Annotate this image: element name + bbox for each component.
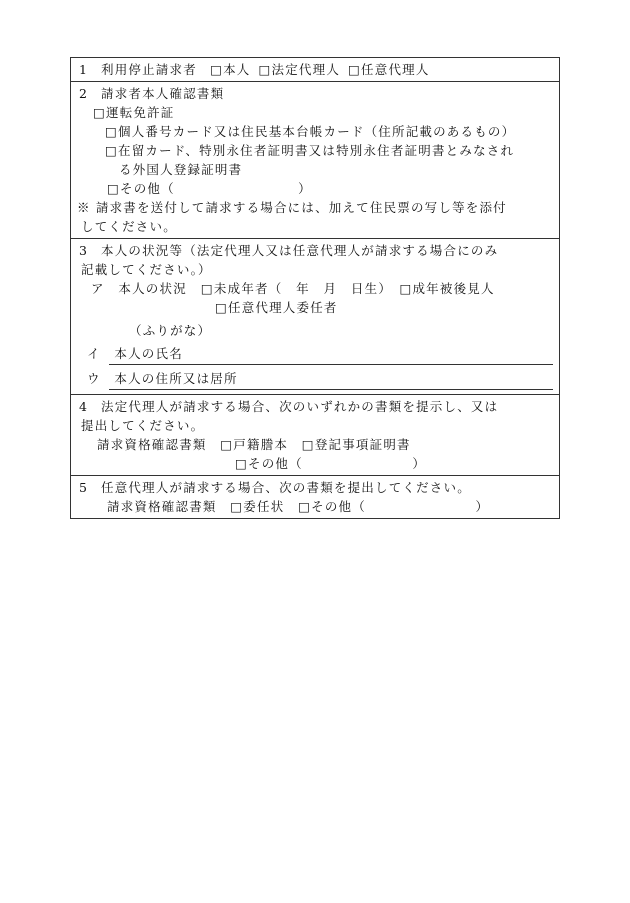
- voluntary-principal-checkbox[interactable]: □任意代理人委任者: [215, 300, 338, 315]
- legal-agent-other-checkbox[interactable]: □その他（ ）: [235, 456, 427, 471]
- section-number: 3: [79, 243, 89, 258]
- section-title-row: [71, 84, 559, 103]
- request-form-table: [70, 57, 560, 519]
- identity-documents-title: 請求者本人確認書類: [101, 86, 225, 101]
- furigana-label: （ふりがな）: [129, 323, 212, 338]
- section-number: 1: [79, 62, 89, 77]
- mail-request-note-continuation: してください。: [81, 219, 177, 234]
- person-name-field[interactable]: [87, 344, 553, 365]
- section-requester-type: [71, 58, 559, 82]
- person-status-title: 本人の状況等（法定代理人又は任意代理人が請求する場合にのみ: [101, 243, 499, 258]
- drivers-license-checkbox[interactable]: □運転免許証: [93, 105, 175, 120]
- residence-card-continuation: る外国人登録証明書: [119, 162, 243, 177]
- legal-agent-docs-title: 法定代理人が請求する場合、次のいずれかの書類を提示し、又は: [101, 399, 499, 414]
- voluntary-agent-docs-title: 任意代理人が請求する場合、次の書類を提出してください。: [101, 480, 471, 495]
- my-number-card-checkbox[interactable]: □個人番号カード又は住民基本台帳カード（住所記載のあるもの）: [105, 124, 516, 139]
- requester-type-row: [71, 60, 559, 79]
- section-title-row: [71, 478, 559, 497]
- section-person-status: [71, 239, 559, 395]
- mail-request-note: ※ 請求書を送付して請求する場合には、加えて住民票の写し等を添付: [77, 200, 507, 215]
- section-title-row: [71, 397, 559, 416]
- person-address-label: ウ 本人の住所又は居所: [87, 371, 238, 386]
- option-voluntary-agent-checkbox[interactable]: □任意代理人: [348, 62, 430, 77]
- requester-type-label: 利用停止請求者: [101, 62, 197, 77]
- section-number: 4: [79, 399, 89, 414]
- other-document-checkbox[interactable]: □その他（ ）: [107, 181, 312, 196]
- section-legal-agent-documents: [71, 395, 559, 476]
- status-row: [71, 279, 559, 298]
- status-label: ア 本人の状況: [91, 281, 187, 296]
- section-number: 2: [79, 86, 89, 101]
- section-title-row: [71, 241, 559, 260]
- option-legal-agent-checkbox[interactable]: □法定代理人: [258, 62, 341, 77]
- section-number: 5: [79, 480, 89, 495]
- legal-agent-docs-title-continuation: 提出してください。: [81, 418, 205, 433]
- person-name-label: イ 本人の氏名: [87, 346, 183, 361]
- residence-card-checkbox[interactable]: □在留カード、特別永住者証明書又は特別永住者証明書とみなされ: [105, 143, 515, 158]
- section-identity-documents: [71, 82, 559, 239]
- person-status-title-continuation: 記載してください。）: [81, 262, 212, 277]
- person-address-field[interactable]: [87, 369, 553, 390]
- legal-agent-doc-checkboxes[interactable]: 請求資格確認書類 □戸籍謄本 □登記事項証明書: [97, 437, 411, 452]
- minor-adult-guardian-checkboxes[interactable]: □未成年者（ 年 月 日生） □成年被後見人: [200, 281, 495, 296]
- voluntary-agent-doc-checkboxes[interactable]: 請求資格確認書類 □委任状 □その他（ ）: [107, 499, 490, 514]
- option-self-checkbox[interactable]: □本人: [210, 62, 251, 77]
- section-voluntary-agent-documents: [71, 476, 559, 518]
